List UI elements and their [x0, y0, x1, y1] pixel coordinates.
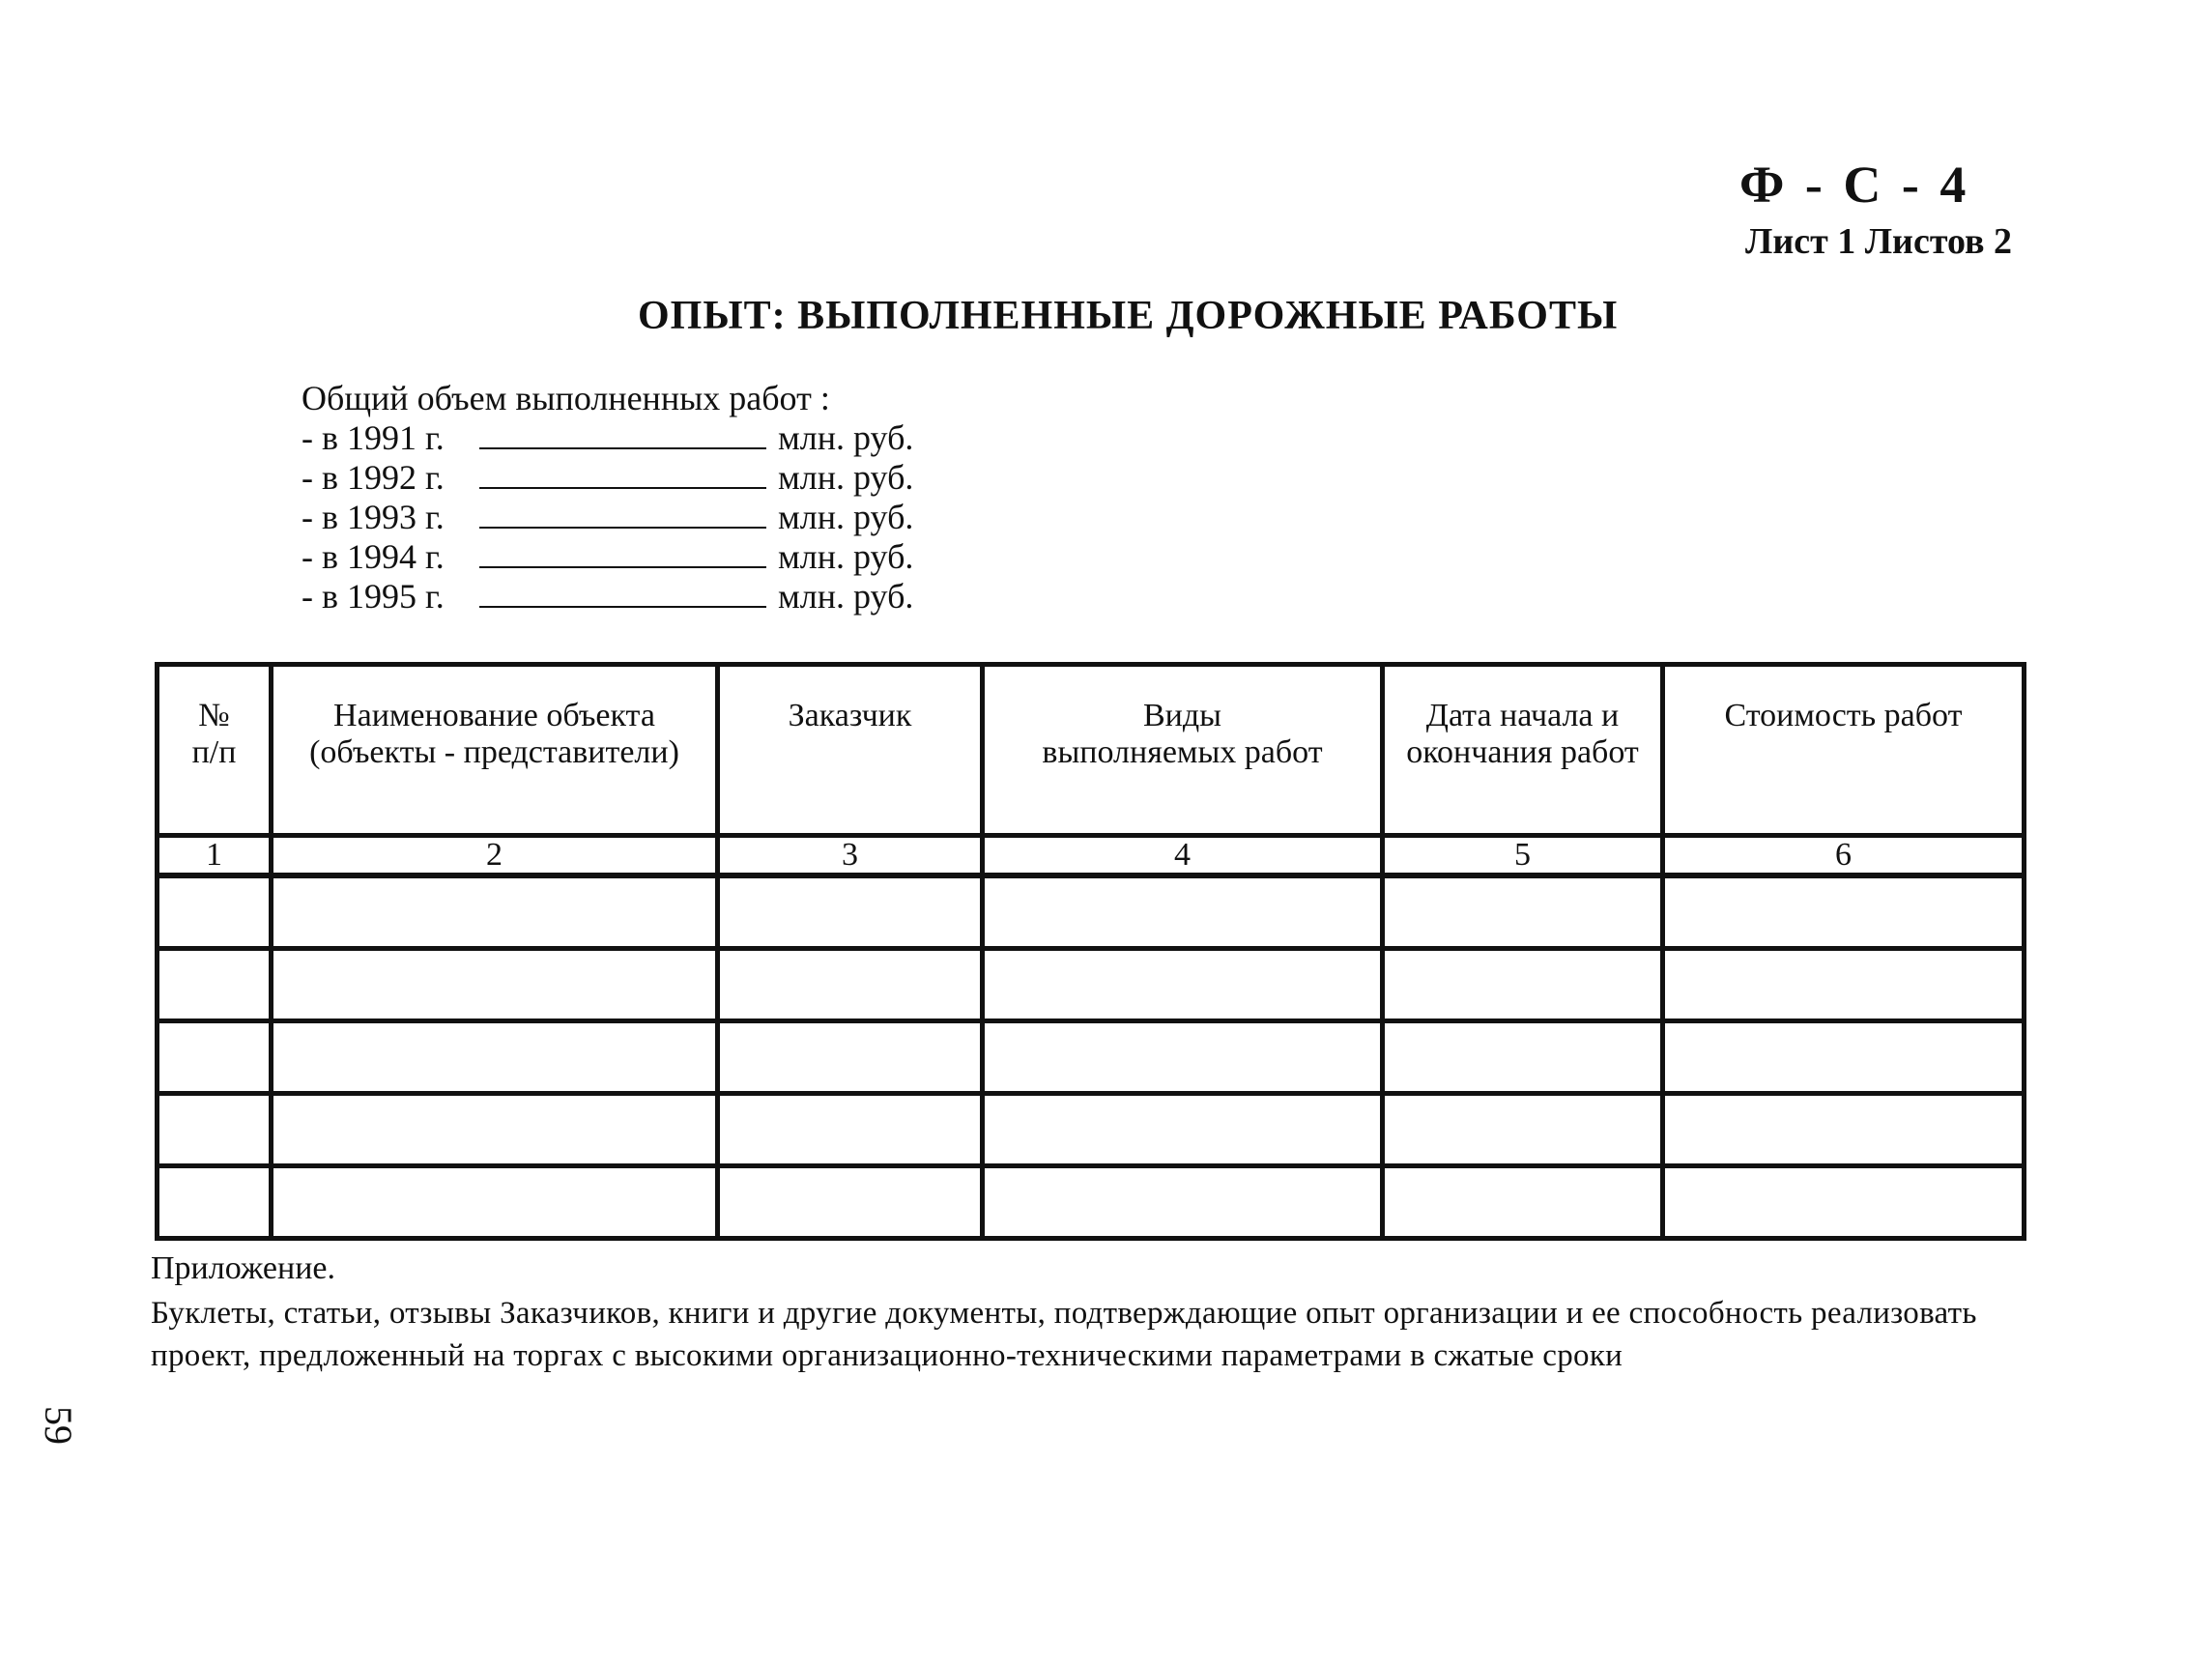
year-label: - в 1991 г.: [302, 418, 445, 457]
column-header-customer: [718, 665, 983, 836]
header-line: п/п: [191, 734, 237, 770]
header-line: Наименование объекта: [333, 698, 655, 733]
column-header-dates: [1383, 665, 1663, 836]
header-line: Заказчик: [788, 698, 912, 733]
unit-label: млн. руб.: [778, 498, 914, 536]
appendix-label: Приложение.: [151, 1250, 335, 1286]
table-cell[interactable]: [1383, 875, 1663, 949]
table-cell[interactable]: [158, 1094, 272, 1166]
summary-intro: Общий объем выполненных работ :: [302, 379, 830, 417]
table-cell[interactable]: [718, 1094, 983, 1166]
table-cell[interactable]: [272, 1021, 718, 1094]
table-cell[interactable]: [1383, 1166, 1663, 1239]
summary-line-1992: [302, 458, 913, 498]
appendix-text: Буклеты, статьи, отзывы Заказчиков, книги и другие документы, подтверждающие опыт организации и ее способность реализовать проект, предложенный на торгах с высокими организационно-техническими параметрами в сжатые сроки: [151, 1296, 1977, 1373]
table-cell[interactable]: [718, 949, 983, 1021]
header-line: окончания работ: [1406, 734, 1639, 770]
table-row: [158, 1094, 2025, 1166]
table-cell[interactable]: [1663, 1094, 2025, 1166]
column-number: 5: [1383, 836, 1663, 876]
unit-label: млн. руб.: [778, 418, 914, 457]
header-line: (объекты - представители): [309, 734, 679, 770]
column-number: 1: [158, 836, 272, 876]
table-cell[interactable]: [983, 1021, 1383, 1094]
table-cell[interactable]: [983, 1094, 1383, 1166]
column-number: 4: [983, 836, 1383, 876]
summary-line-1994: [302, 537, 913, 577]
table-cell[interactable]: [1663, 1021, 2025, 1094]
column-number: 3: [718, 836, 983, 876]
summary-line-1995: [302, 577, 913, 617]
year-label: - в 1994 г.: [302, 537, 445, 576]
column-number: 6: [1663, 836, 2025, 876]
table-cell[interactable]: [272, 1094, 718, 1166]
volume-summary: [302, 379, 913, 617]
table-cell[interactable]: [1663, 949, 2025, 1021]
table-row: [158, 949, 2025, 1021]
blank-field[interactable]: [479, 418, 766, 449]
table-cell[interactable]: [718, 875, 983, 949]
table-cell[interactable]: [983, 1166, 1383, 1239]
table-cell[interactable]: [272, 949, 718, 1021]
form-code: Ф - С - 4: [1739, 156, 1970, 214]
sheet-info: Лист 1 Листов 2: [1745, 221, 2013, 262]
table-cell[interactable]: [983, 875, 1383, 949]
table-cell[interactable]: [158, 1166, 272, 1239]
header-line: №: [198, 698, 230, 733]
table-cell[interactable]: [1383, 1094, 1663, 1166]
unit-label: млн. руб.: [778, 577, 914, 616]
column-header-cost: [1663, 665, 2025, 836]
table-cell[interactable]: [983, 949, 1383, 1021]
blank-field[interactable]: [479, 577, 766, 608]
page-number: 59: [37, 1406, 80, 1445]
unit-label: млн. руб.: [778, 458, 914, 497]
works-table: [155, 662, 2026, 1241]
header-line: Стоимость работ: [1724, 698, 1963, 733]
header-line: Виды: [1142, 698, 1221, 733]
table-header-row: [158, 665, 2025, 836]
blank-field[interactable]: [479, 498, 766, 529]
blank-field[interactable]: [479, 458, 766, 489]
column-header-work-types: [983, 665, 1383, 836]
header-line: Дата начала и: [1425, 698, 1620, 733]
table-cell[interactable]: [1663, 1166, 2025, 1239]
table-cell[interactable]: [272, 1166, 718, 1239]
column-header-object: [272, 665, 718, 836]
table-cell[interactable]: [158, 875, 272, 949]
column-number: 2: [272, 836, 718, 876]
table-cell[interactable]: [272, 875, 718, 949]
table-cell[interactable]: [1663, 875, 2025, 949]
blank-field[interactable]: [479, 537, 766, 568]
table-cell[interactable]: [158, 949, 272, 1021]
year-label: - в 1995 г.: [302, 577, 445, 616]
table-cell[interactable]: [718, 1166, 983, 1239]
table-row: [158, 1021, 2025, 1094]
table-cell[interactable]: [718, 1021, 983, 1094]
table-row: [158, 875, 2025, 949]
column-number-row: [158, 836, 2025, 876]
header-line: выполняемых работ: [1042, 734, 1323, 770]
table-cell[interactable]: [158, 1021, 272, 1094]
table-cell[interactable]: [1383, 1021, 1663, 1094]
table-row: [158, 1166, 2025, 1239]
summary-line-1991: [302, 418, 913, 458]
year-label: - в 1992 г.: [302, 458, 445, 497]
document-title: ОПЫТ: ВЫПОЛНЕННЫЕ ДОРОЖНЫЕ РАБОТЫ: [638, 294, 1619, 338]
unit-label: млн. руб.: [778, 537, 914, 576]
table-cell[interactable]: [1383, 949, 1663, 1021]
column-header-number: [158, 665, 272, 836]
year-label: - в 1993 г.: [302, 498, 445, 536]
summary-line-1993: [302, 498, 913, 537]
